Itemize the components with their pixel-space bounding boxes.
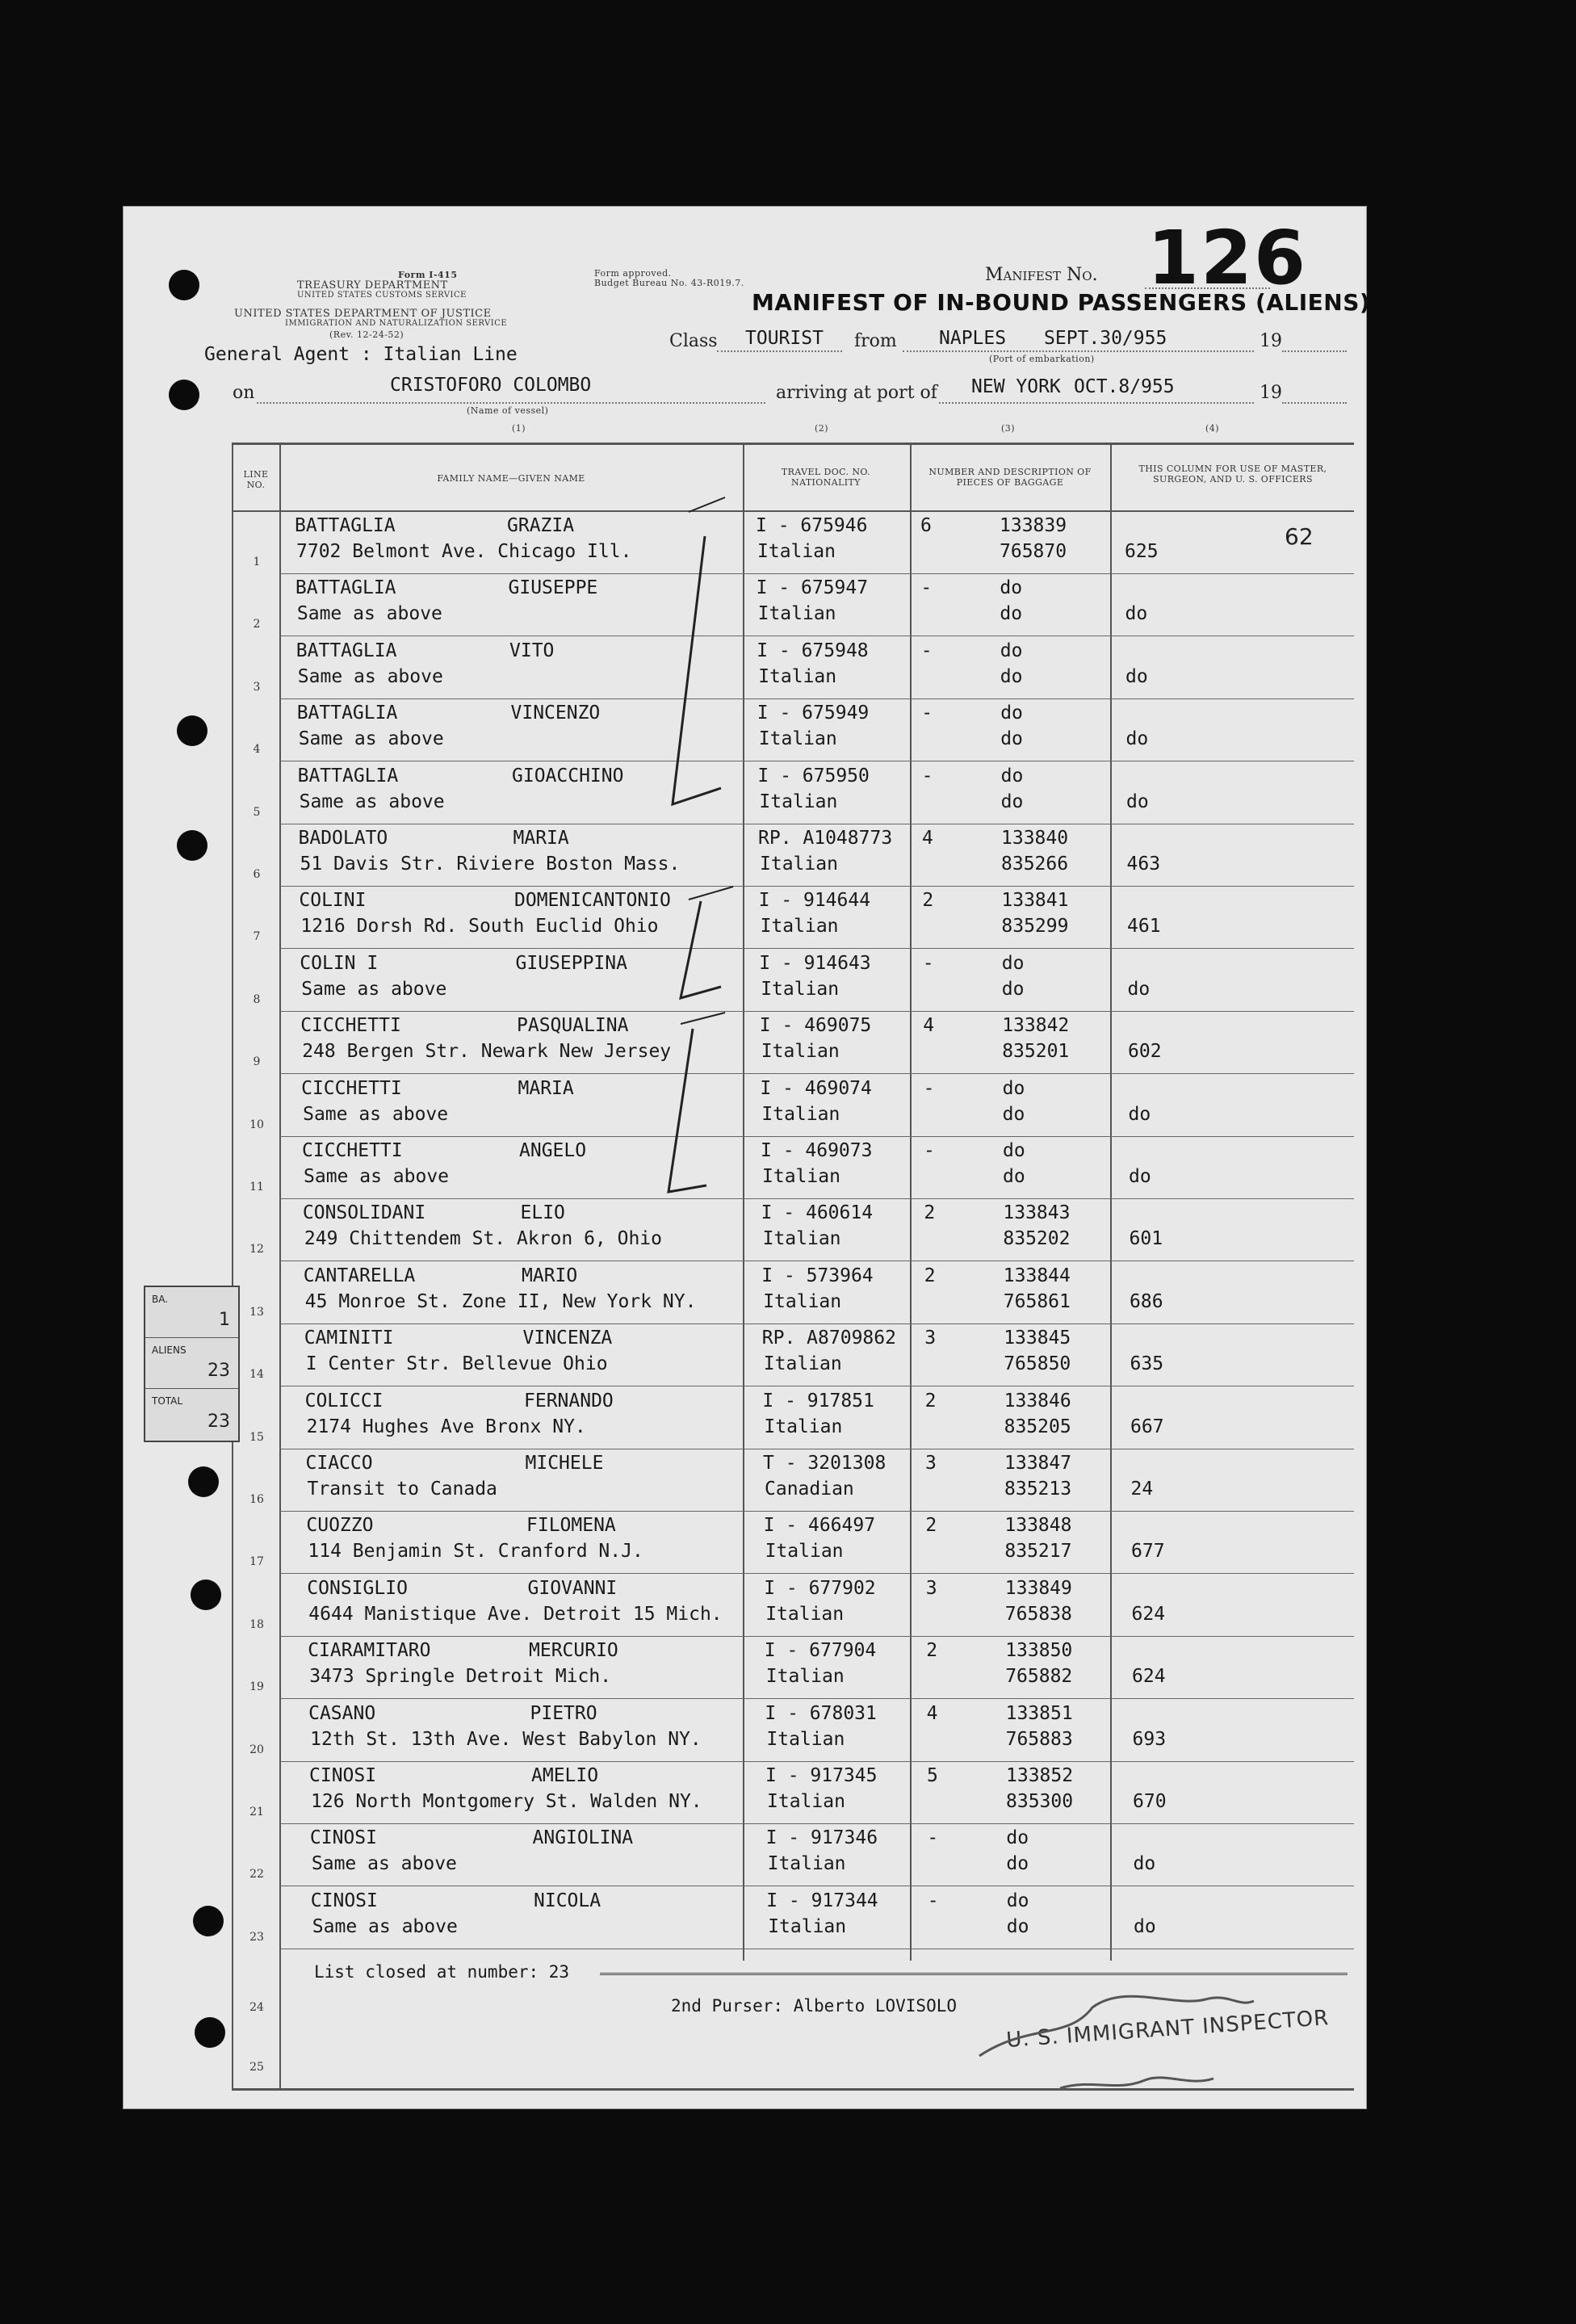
- family-name: CICCHETTI: [301, 1077, 402, 1099]
- travel-doc-number: I - 469073: [761, 1140, 873, 1161]
- officer-note: do: [1129, 1166, 1151, 1187]
- baggage-pieces: 3: [925, 1453, 937, 1474]
- baggage-number-1: 133846: [1004, 1390, 1071, 1412]
- on-label: on: [233, 383, 255, 403]
- nationality: Italian: [767, 1853, 846, 1875]
- family-name: BATTAGLIA: [297, 765, 399, 787]
- officer-note: do: [1125, 665, 1148, 687]
- family-name: CAMINITI: [304, 1328, 394, 1349]
- baggage-number-2: 835217: [1004, 1541, 1072, 1563]
- nationality: Italian: [761, 1041, 840, 1063]
- officer-note: do: [1134, 1915, 1156, 1937]
- officer-note: do: [1127, 978, 1151, 1000]
- baggage-number-1: 133842: [1002, 1015, 1070, 1037]
- header-travel-doc: TRAVEL DOC. NO. NATIONALITY: [781, 467, 871, 488]
- baggage-number-2: do: [1000, 665, 1023, 687]
- nationality: Italian: [757, 603, 836, 625]
- family-name: CONSOLIDANI: [302, 1202, 426, 1224]
- given-name: DOMENICANTONIO: [514, 890, 671, 912]
- family-name: CINOSI: [309, 1827, 377, 1849]
- manifest-sheet: [124, 207, 1371, 2108]
- family-name: BATTAGLIA: [296, 703, 398, 724]
- row-number: 14: [249, 1368, 264, 1382]
- year-label: 19: [1260, 331, 1282, 351]
- nationality: Italian: [763, 1353, 842, 1375]
- header-officers: THIS COLUMN FOR USE OF MASTER, SURGEON, AND U. S. OFFICERS: [1138, 464, 1327, 485]
- family-name: BATTAGLIA: [295, 577, 396, 599]
- baggage-number-2: 765870: [1000, 541, 1067, 562]
- travel-doc-number: I - 466497: [763, 1515, 876, 1537]
- given-name: VITO: [509, 640, 555, 661]
- baggage-number-1: do: [1000, 703, 1023, 724]
- officer-note: do: [1128, 1103, 1151, 1125]
- family-name: CINOSI: [309, 1765, 377, 1786]
- family-name: CINOSI: [310, 1890, 378, 1911]
- officer-note: 601: [1129, 1228, 1163, 1250]
- baggage-number-1: do: [1006, 1890, 1029, 1911]
- baggage-number-2: do: [1000, 791, 1024, 812]
- port-of-embarkation: NAPLES: [939, 328, 1007, 349]
- officer-note: 624: [1132, 1666, 1166, 1688]
- address: Same as above: [298, 728, 444, 750]
- baggage-number-1: 133840: [1001, 828, 1069, 849]
- header-name: FAMILY NAME—GIVEN NAME: [437, 473, 585, 484]
- row-number: 3: [253, 680, 261, 694]
- given-name: GIOVANNI: [527, 1577, 618, 1599]
- row-number-25: 25: [249, 2061, 264, 2074]
- officer-note: 686: [1130, 1290, 1163, 1312]
- baggage-number-2: do: [1000, 603, 1023, 625]
- baggage-number-2: do: [1006, 1853, 1029, 1875]
- officer-note: 670: [1133, 1791, 1167, 1812]
- baggage-pieces: 2: [924, 1202, 936, 1224]
- given-name: VINCENZA: [522, 1328, 613, 1349]
- baggage-number-1: do: [1002, 1077, 1025, 1099]
- baggage-number-2: 765861: [1003, 1290, 1071, 1312]
- travel-doc-number: I - 917345: [765, 1765, 878, 1786]
- officer-note: 635: [1130, 1353, 1164, 1375]
- travel-doc-number: I - 469075: [759, 1015, 872, 1037]
- given-name: VINCENZO: [510, 703, 601, 724]
- given-name: PASQUALINA: [517, 1015, 629, 1037]
- given-name: MARIA: [518, 1077, 574, 1099]
- officer-note: 667: [1130, 1416, 1164, 1437]
- nationality: Italian: [767, 1791, 845, 1812]
- given-name: GIUSEPPE: [508, 577, 598, 599]
- baggage-number-2: 835300: [1006, 1791, 1074, 1812]
- header-line-no: LINE NO.: [243, 469, 269, 490]
- baggage-number-1: 133847: [1004, 1453, 1072, 1474]
- ins-service: IMMIGRATION AND NATURALIZATION SERVICE: [285, 319, 508, 328]
- nationality: Italian: [761, 1103, 840, 1125]
- nationality: Italian: [760, 916, 839, 938]
- nationality: Italian: [758, 728, 837, 750]
- baggage-number-1: 133843: [1003, 1202, 1071, 1224]
- row-number: 10: [249, 1118, 264, 1131]
- nationality: Italian: [758, 665, 837, 687]
- row-number: 13: [249, 1305, 264, 1319]
- baggage-pieces: -: [927, 1890, 939, 1911]
- travel-doc-number: I - 917346: [765, 1827, 878, 1849]
- address: Same as above: [304, 1166, 450, 1187]
- travel-doc-number: I - 573964: [761, 1265, 874, 1286]
- travel-doc-number: I - 675949: [757, 703, 870, 724]
- baggage-number-2: 835205: [1004, 1416, 1071, 1437]
- baggage-pieces: 2: [926, 1640, 938, 1662]
- nationality: Italian: [765, 1603, 845, 1625]
- row-number: 20: [249, 1743, 264, 1756]
- baggage-number-2: do: [1001, 978, 1025, 1000]
- baggage-number-2: 835299: [1001, 916, 1069, 938]
- baggage-pieces: 3: [925, 1577, 937, 1599]
- officer-note: do: [1133, 1853, 1156, 1875]
- baggage-number-2: do: [1000, 728, 1023, 750]
- row-number: 11: [249, 1181, 264, 1193]
- year-label-2: 19: [1260, 383, 1282, 403]
- given-name: ANGELO: [519, 1140, 587, 1161]
- row-number: 21: [249, 1806, 264, 1819]
- given-name: PIETRO: [530, 1702, 597, 1724]
- address: 126 North Montgomery St. Walden NY.: [311, 1791, 702, 1812]
- col-num-1: (1): [512, 423, 526, 434]
- family-name: BATTAGLIA: [296, 640, 397, 661]
- baggage-number-1: do: [1000, 640, 1023, 661]
- row-number: 15: [249, 1430, 264, 1444]
- row-number: 9: [253, 1055, 261, 1069]
- baggage-pieces: 6: [920, 515, 932, 536]
- officer-note: 24: [1130, 1479, 1154, 1500]
- baggage-number-2: 835202: [1003, 1228, 1071, 1250]
- row-number: 8: [253, 992, 261, 1006]
- baggage-pieces: 2: [922, 890, 934, 912]
- baggage-pieces: 4: [926, 1702, 938, 1724]
- baggage-number-1: do: [1001, 952, 1025, 974]
- inspector-stamp: U. S. IMMIGRANT INSPECTOR: [1005, 2006, 1331, 2053]
- address: 12th St. 13th Ave. West Babylon NY.: [310, 1728, 702, 1750]
- manifest-no-label: Manifest No.: [985, 265, 1098, 285]
- address: 4644 Manistique Ave. Detroit 15 Mich.: [308, 1603, 723, 1625]
- given-name: NICOLA: [534, 1890, 601, 1911]
- officer-note: 624: [1131, 1603, 1166, 1625]
- general-agent: General Agent : Italian Line: [204, 344, 518, 365]
- officer-note: do: [1125, 728, 1149, 750]
- baggage-pieces: 4: [922, 828, 933, 849]
- page-mark: 62: [1285, 523, 1314, 550]
- row-number: 23: [249, 1930, 264, 1944]
- baggage-pieces: -: [927, 1827, 939, 1849]
- family-name: CIACCO: [305, 1453, 373, 1474]
- nationality: Italian: [763, 1290, 842, 1312]
- justice-dept: UNITED STATES DEPARTMENT OF JUSTICE: [234, 308, 492, 320]
- customs-service: UNITED STATES CUSTOMS SERVICE: [297, 291, 467, 300]
- address: Same as above: [303, 1103, 449, 1125]
- officer-note: do: [1125, 603, 1148, 625]
- stub-value-2: 23: [207, 1361, 230, 1381]
- travel-doc-number: I - 675946: [756, 515, 868, 536]
- family-name: COLIN I: [300, 952, 379, 974]
- nationality: Italian: [762, 1228, 841, 1250]
- col-num-3: (3): [1001, 423, 1016, 434]
- list-closed-note: List closed at number: 23: [314, 1962, 570, 1982]
- travel-doc-number: I - 678031: [765, 1702, 877, 1724]
- form-approved: Form approved.: [594, 268, 672, 279]
- arrival-port: NEW YORK: [971, 376, 1061, 397]
- baggage-number-2: do: [1006, 1915, 1029, 1937]
- given-name: MICHELE: [525, 1453, 604, 1474]
- purser-name: 2nd Purser: Alberto LOVISOLO: [671, 1996, 958, 2016]
- baggage-number-2: 765883: [1005, 1728, 1073, 1750]
- form-number: Form I-415: [398, 270, 458, 280]
- address: 45 Monroe St. Zone II, New York NY.: [304, 1290, 697, 1312]
- officer-note: 677: [1131, 1541, 1165, 1563]
- address: Same as above: [311, 1853, 457, 1875]
- row-number: 2: [253, 618, 261, 631]
- family-name: CANTARELLA: [303, 1265, 416, 1286]
- nationality: Italian: [757, 541, 836, 562]
- vessel-caption: (Name of vessel): [467, 405, 549, 416]
- address: Same as above: [299, 791, 445, 812]
- baggage-number-1: 133845: [1004, 1328, 1071, 1349]
- address: Same as above: [312, 1915, 458, 1937]
- baggage-pieces: -: [920, 640, 933, 661]
- family-name: CICCHETTI: [302, 1140, 403, 1161]
- baggage-number-1: 133841: [1001, 890, 1069, 912]
- baggage-pieces: -: [921, 703, 933, 724]
- nationality: Italian: [766, 1728, 845, 1750]
- row-number: 5: [253, 805, 261, 819]
- baggage-pieces: 2: [924, 1390, 937, 1412]
- travel-doc-number: RP. A1048773: [758, 828, 893, 849]
- officer-note: do: [1126, 791, 1149, 812]
- baggage-pieces: 5: [927, 1765, 938, 1786]
- row-number: 7: [253, 930, 261, 944]
- treasury-dept: TREASURY DEPARTMENT: [297, 279, 448, 292]
- class-value: TOURIST: [745, 328, 824, 349]
- given-name: ANGIOLINA: [532, 1827, 634, 1849]
- given-name: MARIA: [513, 828, 569, 849]
- given-name: GIUSEPPINA: [515, 952, 627, 974]
- officer-note: 461: [1127, 916, 1161, 938]
- header-baggage: NUMBER AND DESCRIPTION OF PIECES OF BAGGAGE: [928, 467, 1092, 488]
- baggage-number-1: 133850: [1005, 1640, 1073, 1662]
- address: 3473 Springle Detroit Mich.: [309, 1666, 612, 1688]
- address: Same as above: [296, 603, 442, 625]
- officer-note: 602: [1128, 1041, 1162, 1063]
- address: 248 Bergen Str. Newark New Jersey: [302, 1041, 672, 1063]
- address: Same as above: [301, 978, 447, 1000]
- travel-doc-number: I - 469074: [760, 1077, 872, 1099]
- row-number: 1: [253, 556, 261, 568]
- baggage-pieces: 2: [925, 1515, 937, 1537]
- nationality: Italian: [761, 978, 840, 1000]
- manifest-title: MANIFEST OF IN-BOUND PASSENGERS (ALIENS): [752, 289, 1371, 316]
- col-num-4: (4): [1205, 423, 1220, 434]
- row-number: 18: [249, 1617, 264, 1631]
- baggage-number-2: 835201: [1002, 1041, 1070, 1063]
- row-number: 16: [249, 1493, 264, 1506]
- embarkation-date: SEPT.30/955: [1044, 328, 1167, 349]
- given-name: FILOMENA: [526, 1515, 616, 1537]
- family-name: BADOLATO: [298, 828, 388, 849]
- given-name: AMELIO: [531, 1765, 599, 1786]
- baggage-pieces: -: [920, 577, 933, 599]
- address: 1216 Dorsh Rd. South Euclid Ohio: [300, 916, 659, 938]
- nationality: Italian: [760, 854, 838, 875]
- travel-doc-number: I - 677902: [764, 1577, 876, 1599]
- family-name: CICCHETTI: [300, 1015, 401, 1037]
- baggage-number-2: do: [1003, 1166, 1025, 1187]
- travel-doc-number: T - 3201308: [763, 1453, 886, 1474]
- row-number: 19: [249, 1680, 264, 1694]
- baggage-pieces: -: [921, 765, 933, 787]
- baggage-number-1: 133852: [1006, 1765, 1074, 1786]
- col-num-2: (2): [815, 423, 829, 434]
- travel-doc-number: I - 914643: [759, 952, 871, 974]
- baggage-number-1: 133848: [1004, 1515, 1072, 1537]
- baggage-number-1: 133844: [1003, 1265, 1071, 1286]
- baggage-number-2: 765838: [1004, 1603, 1072, 1625]
- arriving-label: arriving at port of: [776, 383, 937, 403]
- nationality: Canadian: [765, 1479, 854, 1500]
- nationality: Italian: [765, 1541, 844, 1563]
- stub-value-3: 23: [207, 1412, 230, 1432]
- family-name: CONSIGLIO: [307, 1577, 408, 1599]
- travel-doc-number: I - 677904: [764, 1640, 877, 1662]
- travel-doc-number: I - 675947: [756, 577, 869, 599]
- nationality: Italian: [759, 791, 838, 812]
- vessel-name: CRISTOFORO COLOMBO: [390, 375, 592, 396]
- class-label: Class: [669, 331, 718, 351]
- given-name: FERNANDO: [524, 1390, 614, 1412]
- port-caption: (Port of embarkation): [989, 354, 1095, 364]
- family-name: COLINI: [299, 890, 367, 912]
- handwritten-annotations: [124, 207, 1366, 2108]
- officer-note: 625: [1125, 541, 1159, 562]
- family-name: CASANO: [308, 1702, 376, 1724]
- address: 114 Benjamin St. Cranford N.J.: [308, 1541, 643, 1563]
- row-number: 6: [253, 868, 261, 881]
- given-name: MARIO: [522, 1265, 578, 1286]
- given-name: GRAZIA: [507, 515, 575, 536]
- travel-doc-number: I - 675948: [757, 640, 869, 661]
- travel-doc-number: I - 917851: [762, 1390, 874, 1412]
- family-name: CIARAMITARO: [308, 1640, 431, 1662]
- address: Transit to Canada: [307, 1479, 497, 1500]
- given-name: GIOACCHINO: [512, 765, 624, 787]
- arrival-date: OCT.8/955: [1074, 376, 1175, 397]
- side-stub: BA. 1 ALIENS 23 TOTAL 23: [144, 1286, 240, 1442]
- baggage-number-1: 133851: [1005, 1702, 1073, 1724]
- baggage-pieces: 4: [923, 1015, 935, 1037]
- row-number: 12: [249, 1243, 264, 1256]
- baggage-pieces: -: [923, 1077, 935, 1099]
- baggage-pieces: 2: [924, 1265, 936, 1286]
- officer-note: 463: [1126, 854, 1161, 875]
- given-name: ELIO: [520, 1202, 565, 1224]
- baggage-number-1: do: [1000, 765, 1024, 787]
- row-number: 17: [249, 1555, 264, 1569]
- family-name: COLICCI: [304, 1390, 384, 1412]
- baggage-number-1: 133839: [1000, 515, 1067, 536]
- nationality: Italian: [762, 1166, 840, 1187]
- travel-doc-number: I - 914644: [758, 890, 871, 912]
- stub-value-1: 1: [219, 1310, 230, 1330]
- baggage-number-2: do: [1002, 1103, 1025, 1125]
- address: 51 Davis Str. Riviere Boston Mass.: [300, 854, 681, 875]
- row-number: 4: [253, 743, 261, 757]
- address: 7702 Belmont Ave. Chicago Ill.: [296, 541, 632, 562]
- given-name: MERCURIO: [529, 1640, 618, 1662]
- family-name: BATTAGLIA: [295, 515, 396, 536]
- baggage-number-2: 835213: [1004, 1479, 1072, 1500]
- nationality: Italian: [764, 1416, 843, 1437]
- travel-doc-number: I - 917344: [766, 1890, 878, 1911]
- address: 2174 Hughes Ave Bronx NY.: [306, 1416, 586, 1437]
- baggage-pieces: -: [922, 952, 934, 974]
- from-label: from: [854, 331, 897, 351]
- row-number-24: 24: [249, 2001, 264, 2014]
- manifest-number: 126: [1147, 215, 1308, 301]
- address: I Center Str. Bellevue Ohio: [305, 1353, 608, 1375]
- baggage-number-1: 133849: [1004, 1577, 1072, 1599]
- baggage-number-1: do: [1003, 1140, 1025, 1161]
- travel-doc-number: I - 675950: [757, 765, 870, 787]
- baggage-number-2: 765850: [1004, 1353, 1071, 1375]
- nationality: Italian: [768, 1915, 847, 1937]
- address: Same as above: [297, 665, 443, 687]
- baggage-number-2: 765882: [1005, 1666, 1073, 1688]
- nationality: Italian: [765, 1666, 845, 1688]
- travel-doc-number: RP. A8709862: [761, 1328, 896, 1349]
- baggage-number-1: do: [1006, 1827, 1029, 1849]
- officer-note: 693: [1132, 1728, 1167, 1750]
- baggage-pieces: -: [924, 1140, 935, 1161]
- address: 249 Chittendem St. Akron 6, Ohio: [304, 1228, 662, 1250]
- family-name: CUOZZO: [306, 1515, 374, 1537]
- budget-bureau: Budget Bureau No. 43-R019.7.: [594, 278, 744, 288]
- baggage-number-1: do: [1000, 577, 1023, 599]
- travel-doc-number: I - 460614: [761, 1202, 874, 1224]
- row-number: 22: [249, 1868, 264, 1881]
- revision-date: (Rev. 12-24-52): [329, 329, 404, 340]
- baggage-pieces: 3: [924, 1328, 937, 1349]
- baggage-number-2: 835266: [1001, 854, 1069, 875]
